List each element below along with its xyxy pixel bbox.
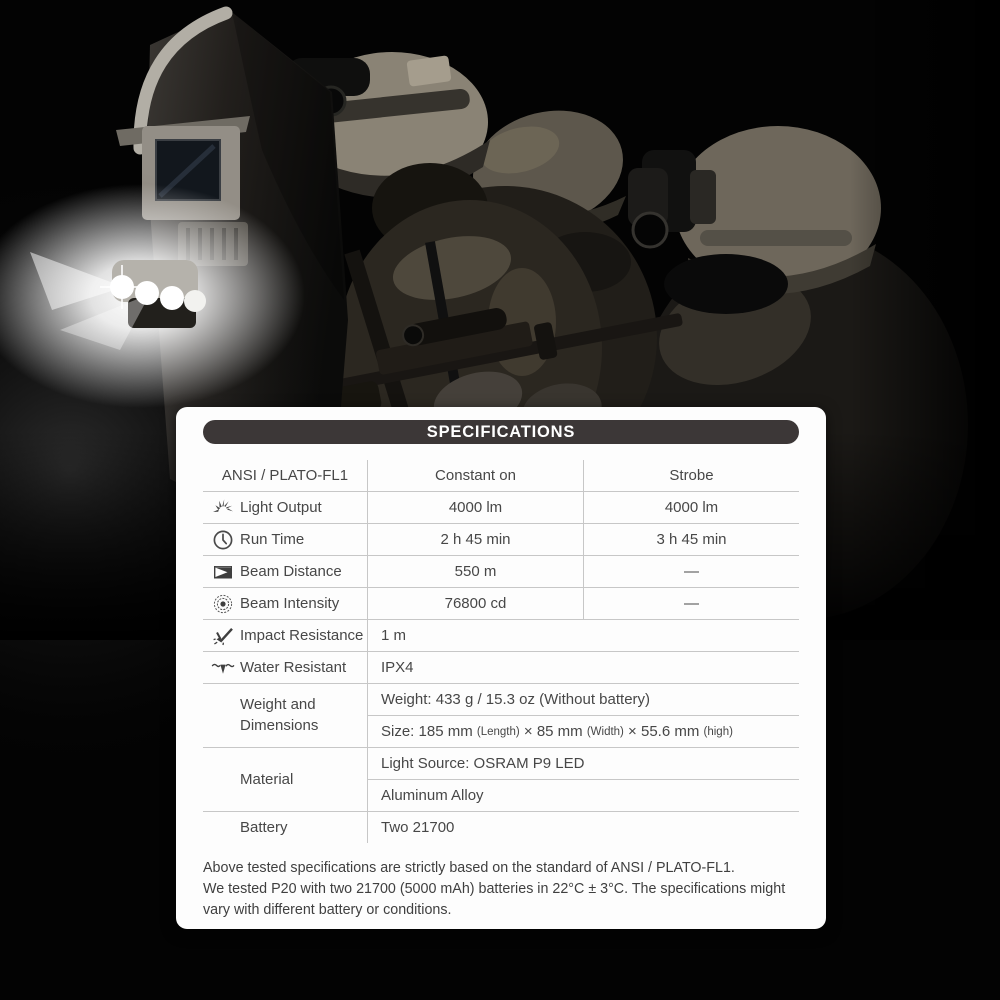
footnote-line-2: We tested P20 with two 21700 (5000 mAh) batteries in 22°C ± 3°C. The specifications might (203, 881, 786, 897)
value-strobe: — (583, 556, 799, 587)
table-header-row (203, 460, 799, 491)
table-row-run-time (203, 523, 799, 555)
row-label: Impact Resistance (240, 627, 364, 644)
row-label-cell (203, 492, 367, 523)
table-row-material (203, 747, 799, 811)
footnote (203, 858, 803, 921)
row-label: Water Resistant (240, 659, 347, 676)
material-body-line: Aluminum Alloy (368, 779, 799, 811)
row-label: Beam Distance (240, 563, 342, 580)
specifications-title: SPECIFICATIONS (426, 422, 576, 441)
value-constant-on: 2 h 45 min (367, 524, 583, 555)
column-header-standard: ANSI / PLATO-FL1 (221, 467, 349, 484)
value-span: 1 m (367, 620, 799, 651)
value-span (367, 748, 799, 811)
light-source-line: Light Source: OSRAM P9 LED (381, 755, 585, 773)
water-resistant-icon (206, 656, 240, 680)
row-label-cell (203, 652, 367, 683)
table-row-light-output (203, 491, 799, 523)
row-label-cell (203, 556, 367, 587)
row-label: Weight and Dimensions (240, 696, 319, 734)
value-span (367, 684, 799, 747)
value-constant-on: 4000 lm (367, 492, 583, 523)
value-constant-on: 76800 cd (367, 588, 583, 619)
column-header-strobe: Strobe (583, 460, 799, 491)
row-label-cell (203, 684, 367, 747)
beam-intensity-icon (206, 592, 240, 616)
impact-resistance-icon (206, 624, 240, 648)
value-constant-on: 550 m (367, 556, 583, 587)
row-label: Beam Intensity (240, 595, 340, 612)
footnote-line-1: Above tested specifications are strictly based on the standard of ANSI / PLATO-FL1. (203, 860, 735, 876)
table-row-water-resistant (203, 651, 799, 683)
column-header-constant-on: Constant on (367, 460, 583, 491)
specifications-table (203, 460, 799, 843)
row-label: Material (240, 771, 294, 788)
row-label: Light Output (240, 499, 322, 516)
specifications-header-bar (203, 420, 799, 444)
size-line: Size: 185 mm (Length) × 85 mm (Width) × 55.6 mm (high) (368, 715, 799, 747)
run-time-icon (206, 528, 240, 552)
beam-distance-icon (206, 560, 240, 584)
value-strobe: 3 h 45 min (583, 524, 799, 555)
row-label-cell (203, 812, 367, 843)
table-row-impact-resistance (203, 619, 799, 651)
value-span: Two 21700 (367, 812, 799, 843)
row-label: Run Time (240, 531, 305, 548)
value-span: IPX4 (367, 652, 799, 683)
row-label-cell (203, 524, 367, 555)
row-label-cell (203, 620, 367, 651)
specifications-card (176, 407, 826, 929)
table-row-beam-intensity (203, 587, 799, 619)
table-row-battery (203, 811, 799, 843)
weight-line: Weight: 433 g / 15.3 oz (Without battery) (381, 691, 651, 709)
light-output-icon (206, 496, 240, 520)
footnote-line-3: vary with different battery or conditions. (203, 902, 452, 918)
row-label-cell (203, 748, 367, 811)
row-label: Battery (240, 819, 288, 836)
row-label-cell (203, 588, 367, 619)
value-strobe: 4000 lm (583, 492, 799, 523)
value-strobe: — (583, 588, 799, 619)
table-row-beam-distance (203, 555, 799, 587)
table-row-weight-dimensions (203, 683, 799, 747)
